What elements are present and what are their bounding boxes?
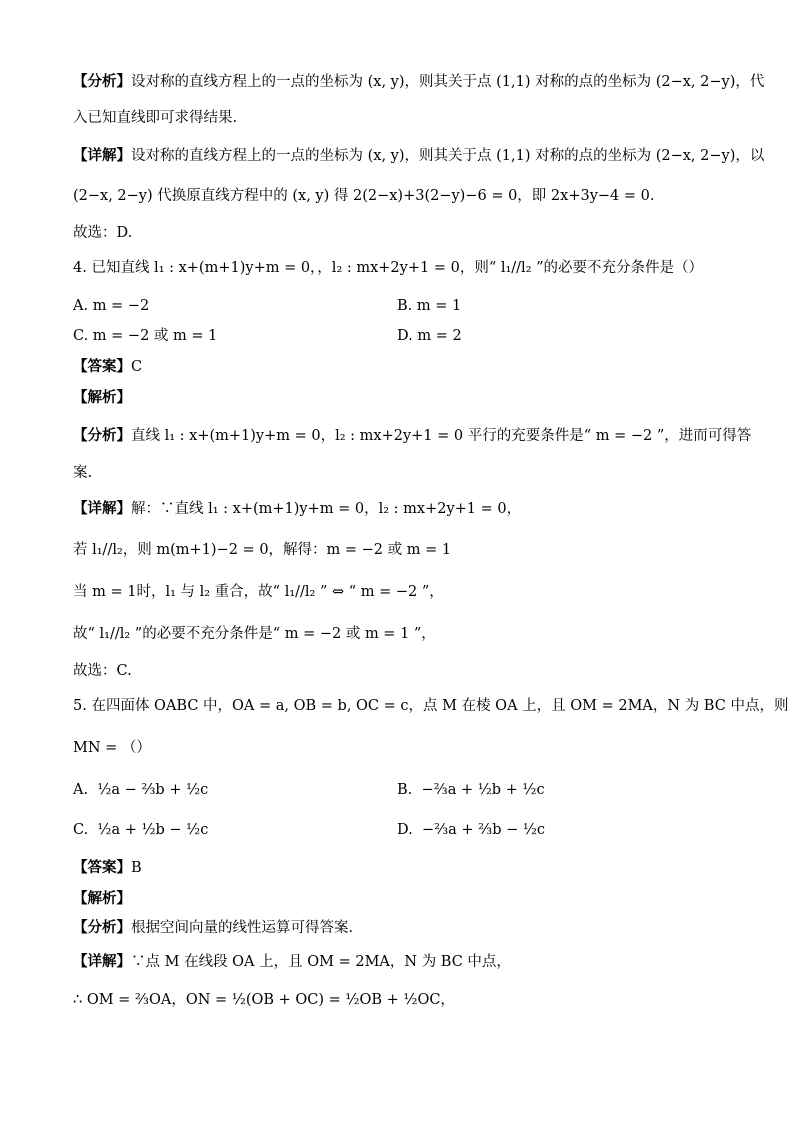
q4-option-c	[73, 326, 217, 346]
q5-option-b	[397, 780, 545, 800]
q5-option-a	[73, 780, 208, 800]
line-text: C	[131, 359, 143, 375]
q4-option-d	[397, 326, 462, 346]
line-text: C. m = −2 或 m = 1	[73, 328, 218, 344]
q4-option-a	[73, 296, 149, 316]
q4-analysis-1	[73, 426, 751, 446]
line-text: 当 m = 1时，l₁ 与 l₂ 重合，故“ l₁//l₂ ” ⇔ “ m = −2 ”，	[73, 584, 444, 600]
line-text: 设对称的直线方程上的一点的坐标为 (x, y)，则其关于点 (1,1) 对称的点的坐标为 (2−x, 2−y)，代	[131, 74, 765, 90]
option-text: −⅔a + ½b + ½c	[421, 782, 545, 798]
section-tag: 【分析】	[73, 73, 131, 90]
question-4	[73, 258, 703, 278]
q4-detail-1	[73, 499, 521, 519]
q5-detail-1	[73, 952, 511, 972]
section-tag: 【分析】	[73, 427, 131, 444]
line-text: 故选：D.	[73, 225, 133, 241]
line-text: B. m = 1	[397, 298, 462, 314]
section-tag: 【答案】	[73, 859, 131, 876]
line-text: 根据空间向量的线性运算可得答案.	[131, 920, 354, 936]
section-tag: 【详解】	[73, 953, 131, 970]
q4-detail-2	[73, 540, 451, 560]
option-label: C.	[73, 822, 89, 838]
choice-line	[73, 223, 132, 243]
question-5-cont	[73, 738, 151, 758]
option-label: B.	[397, 782, 413, 798]
line-text: 案.	[73, 465, 93, 481]
option-text: ½a − ⅔b + ½c	[97, 782, 209, 798]
line-text: 直线 l₁ : x+(m+1)y+m = 0，l₂ : mx+2y+1 = 0 平行的充要条件是“ m = −2 ”，进而可得答	[131, 428, 752, 444]
option-label: A.	[73, 782, 89, 798]
line-text: 解：∵直线 l₁ : x+(m+1)y+m = 0，l₂ : mx+2y+1 = 0，	[131, 501, 522, 517]
line-text: 5. 在四面体 OABC 中，OA = a, OB = b, OC = c，点 M 在棱 OA 上，且 OM = 2MA，N 为 BC 中点，则	[73, 698, 789, 714]
question-5	[73, 696, 788, 716]
line-text: B	[131, 860, 142, 876]
analysis-line-2	[73, 108, 237, 128]
line-text: ∴ OM = ⅔OA，ON = ½(OB + OC) = ½OB + ½OC，	[73, 992, 455, 1008]
section-tag: 【分析】	[73, 919, 131, 936]
option-text: ½a + ½b − ½c	[97, 822, 209, 838]
q4-detail-4	[73, 624, 436, 644]
q4-explanation	[73, 388, 131, 408]
line-text: 4. 已知直线 l₁ : x+(m+1)y+m = 0，，l₂ : mx+2y+1 = 0，则“ l₁//l₂ ”的必要不充分条件是（）	[73, 260, 704, 276]
q4-answer	[73, 357, 142, 377]
analysis-line-1	[73, 72, 764, 92]
line-text: 若 l₁//l₂，则 m(m+1)−2 = 0，解得：m = −2 或 m = 1	[73, 542, 452, 558]
q5-explanation	[73, 889, 131, 909]
detail-line-2	[73, 186, 654, 206]
line-text: 入已知直线即可求得结果.	[73, 110, 238, 126]
q4-option-b	[397, 296, 461, 316]
option-label: D.	[397, 822, 413, 838]
q5-answer	[73, 858, 142, 878]
section-tag: 【解析】	[73, 890, 131, 907]
section-tag: 【解析】	[73, 389, 131, 406]
section-tag: 【详解】	[73, 147, 131, 164]
detail-line-1	[73, 146, 764, 166]
line-text: 故选：C.	[73, 663, 132, 679]
q5-analysis	[73, 918, 353, 938]
q5-option-d	[397, 820, 545, 840]
line-text: ∵点 M 在线段 OA 上，且 OM = 2MA，N 为 BC 中点，	[131, 954, 511, 970]
section-tag: 【详解】	[73, 500, 131, 517]
line-text: A. m = −2	[73, 298, 150, 314]
q4-analysis-2	[73, 463, 92, 483]
line-text: 故“ l₁//l₂ ”的必要不充分条件是“ m = −2 或 m = 1 ”，	[73, 626, 436, 642]
line-text: MN = （）	[73, 740, 151, 756]
q5-option-c	[73, 820, 208, 840]
q4-choice	[73, 661, 132, 681]
q4-detail-3	[73, 582, 444, 602]
q5-detail-2	[73, 990, 455, 1010]
line-text: D. m = 2	[397, 328, 462, 344]
option-text: −⅔a + ⅔b − ½c	[421, 822, 546, 838]
line-text: 设对称的直线方程上的一点的坐标为 (x, y)，则其关于点 (1,1) 对称的点的坐标为 (2−x, 2−y)，以	[131, 148, 765, 164]
section-tag: 【答案】	[73, 358, 131, 375]
line-text: (2−x, 2−y) 代换原直线方程中的 (x, y) 得 2(2−x)+3(2−y)−6 = 0，即 2x+3y−4 = 0.	[73, 188, 655, 204]
